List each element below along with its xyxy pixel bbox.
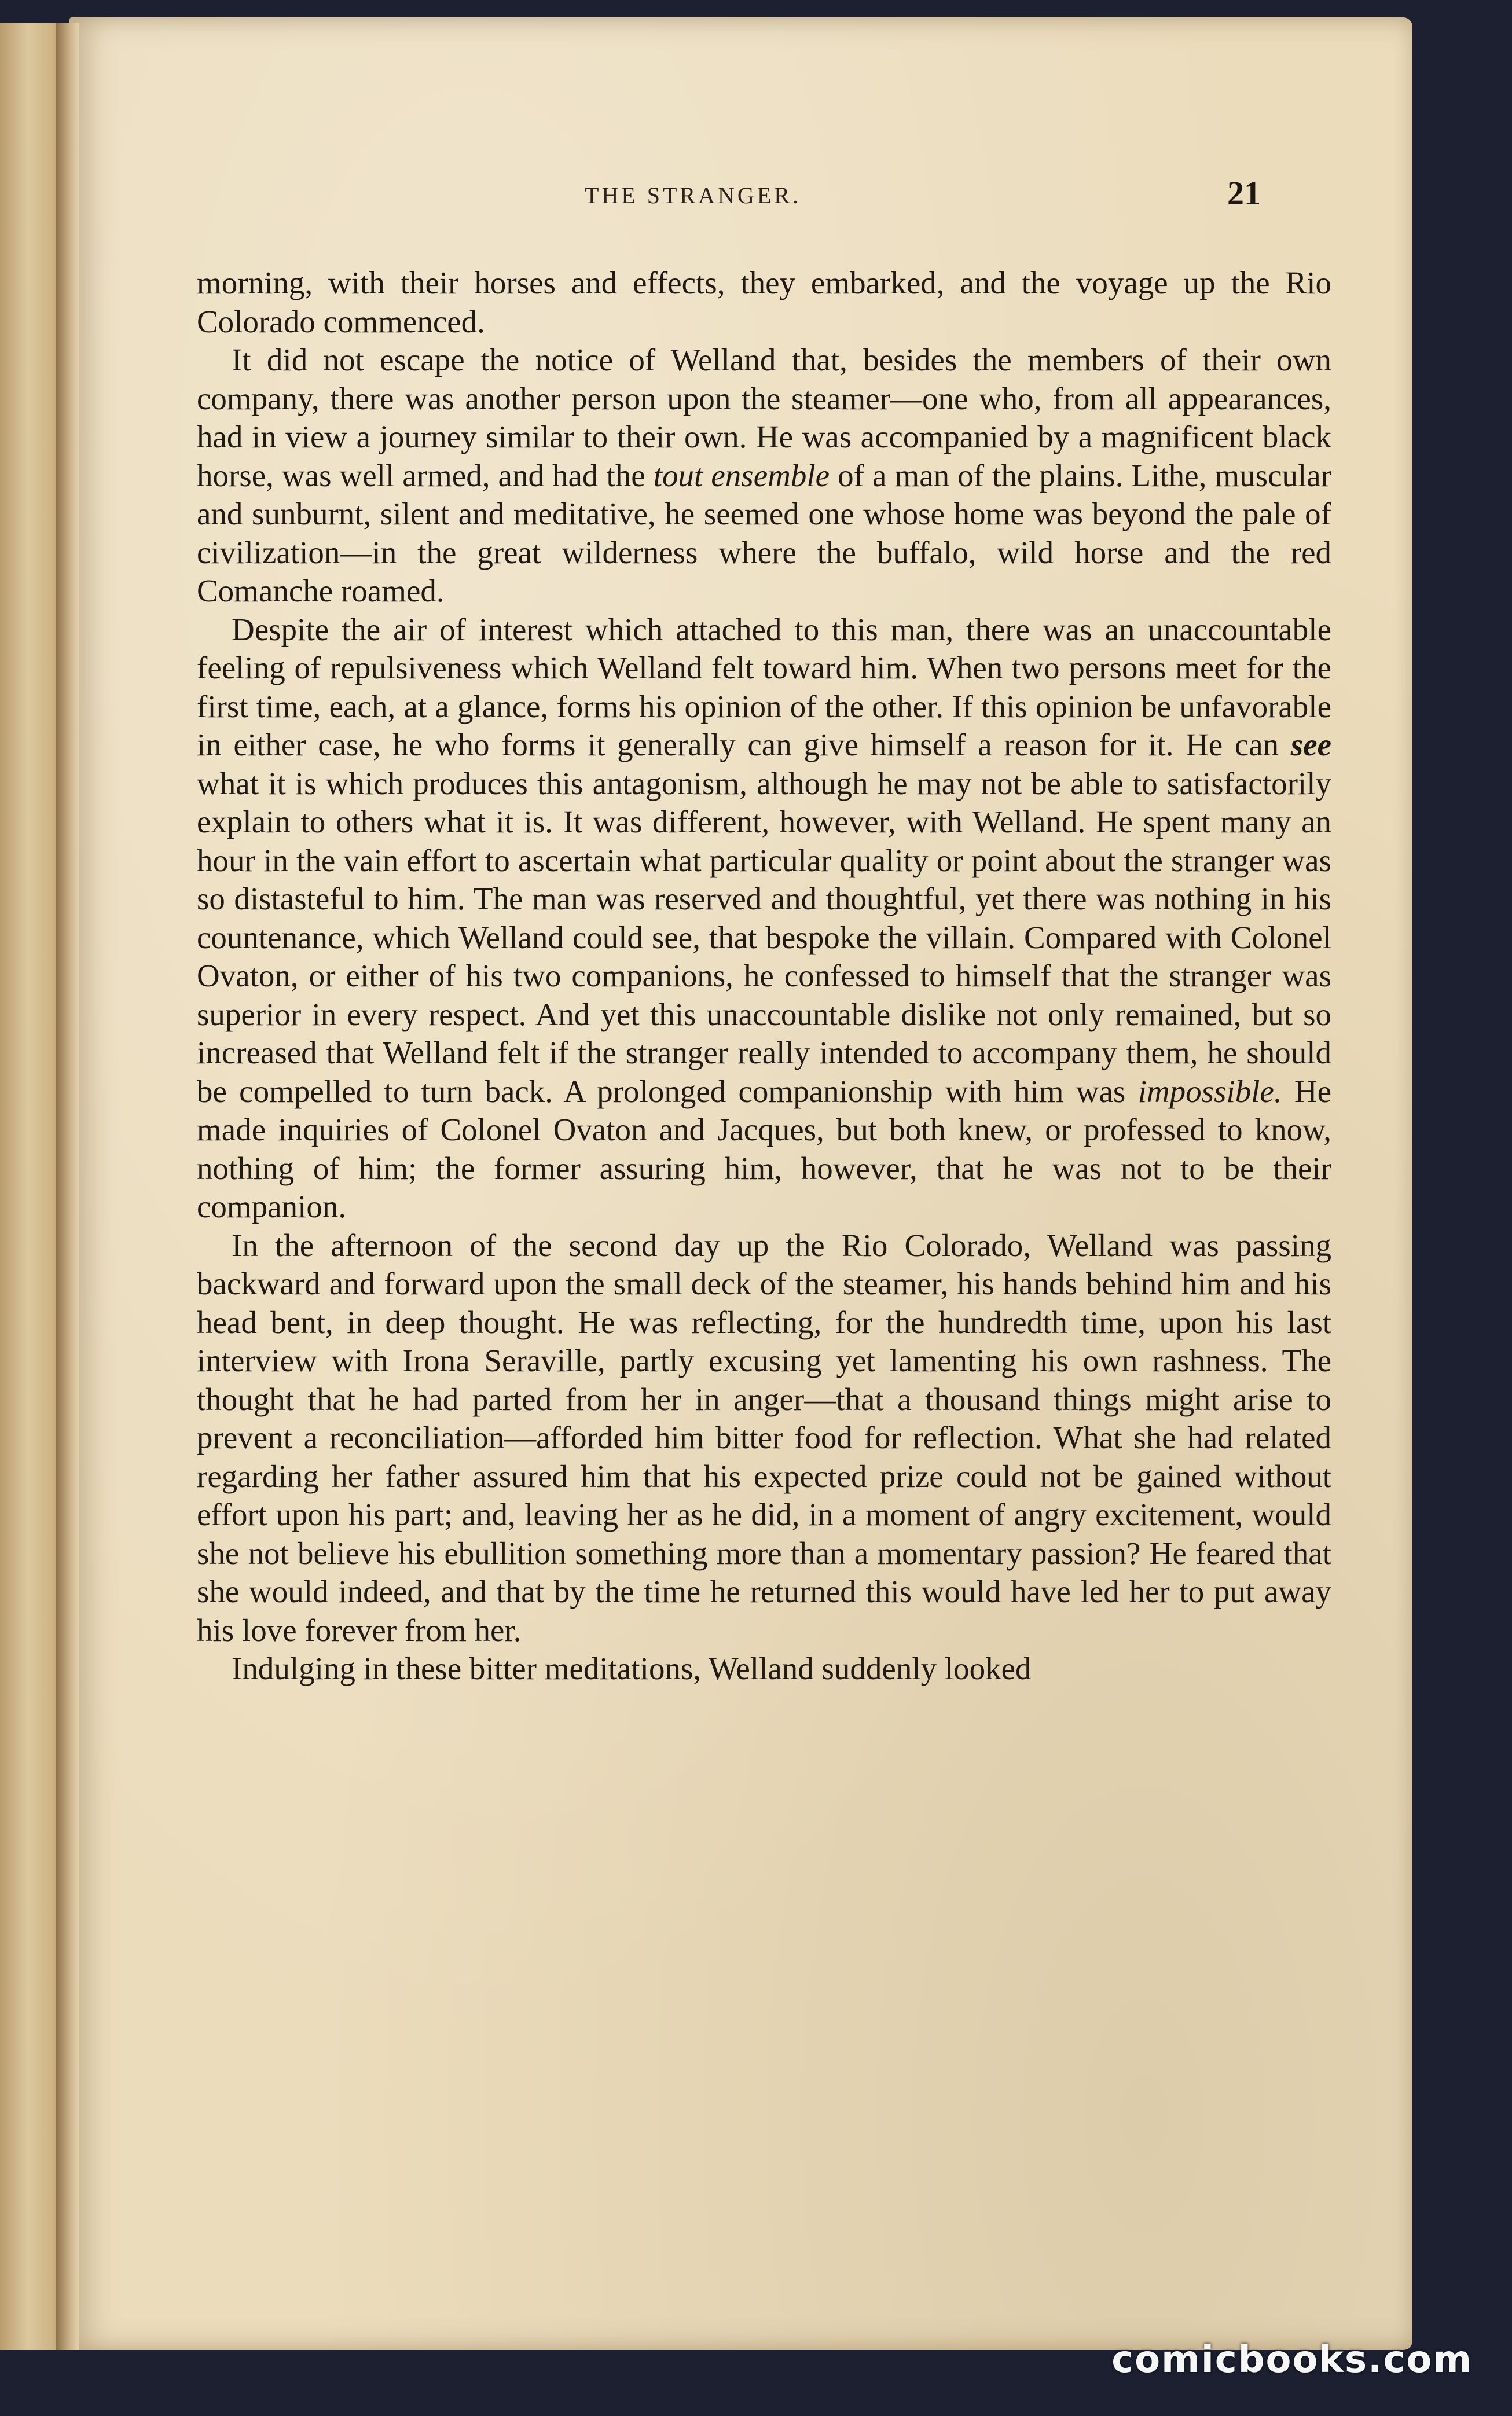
paragraph-3-italic-see: see — [1290, 727, 1331, 762]
body-text — [197, 264, 1331, 1688]
book-gutter — [56, 23, 79, 2350]
paragraph-4-text: In the afternoon of the second day up the Rio Colorado, Welland was passing backward and forward upon the small deck of the steamer, his hands behind him and his head bent, in deep thought. He was reflecting, for the hundredth time, upon his last interview with Irona Seraville, partly excusing yet lamenting his own rashness. The thought that he had parted from her in anger—that a thousand things might arise to prevent a reconciliation—afforded him bitter food for reflection. What she had related regarding her father assured him that his expected prize could not be gained without effort upon his part; and, leaving her as he did, in a moment of angry excitement, would she not believe his ebullition something more than a momentary passion? He feared that she would indeed, and that by the time he returned this would have led her to put away his love forever from her. — [197, 1227, 1331, 1648]
running-title: THE STRANGER. — [585, 182, 801, 208]
running-head — [129, 174, 1261, 226]
paragraph-2-text-a: It did not escape the notice of Welland that, besides the members of their own company, there was another person upon the steamer—one who, from all appearances, had in view a journey similar to their own. He was accompanied by a magnificent black horse, was well armed, and had the — [197, 342, 1331, 493]
paragraph-5-text: Indulging in these bitter meditations, Welland suddenly looked — [232, 1651, 1032, 1686]
paragraph-2-italic: tout ensemble — [653, 457, 830, 493]
paragraph-2 — [197, 341, 1331, 611]
paragraph-1-text: morning, with their horses and effects, they embarked, and the voyage up the Rio Colorado commenced. — [197, 265, 1331, 339]
paragraph-5 — [197, 1650, 1331, 1688]
paragraph-3-text-c: He made inquiries of Colonel Ovaton and Jacques, but both knew, or professed to know, nothing of him; the former assuring him, however, that he was not to be their companion. — [197, 1073, 1331, 1224]
paragraph-4 — [197, 1227, 1331, 1650]
paragraph-3-text-a: Despite the air of interest which attached to this man, there was an unaccountable feeling of repulsiveness which Welland felt toward him. When two persons meet for the first time, each, at a glance, forms his opinion of the other. If this opinion be unfavorable in either case, he who forms it generally can give himself a reason for it. He can — [197, 611, 1331, 762]
page-number: 21 — [1227, 174, 1261, 212]
paragraph-1 — [197, 264, 1331, 341]
paragraph-3-italic-impossible: impossible. — [1137, 1073, 1282, 1109]
paragraph-3-text-b: what it is which produces this antagonism, although he may not be able to satisfactorily explain to others what it is. It was different, however, with Welland. He spent many an hour in the vain effort to ascertain what particular quality or point about the stranger was so distasteful to him. The man was reserved and thoughtful, yet there was nothing in his countenance, which Welland could see, that bespoke the villain. Compared with Colonel Ovaton, or either of his two companions, he confessed to himself that the stranger was superior in every respect. And yet this unaccountable dislike not only remained, but so increased that Welland felt if the stranger really intended to accompany them, he should be compelled to turn back. A prolonged companionship with him was — [197, 765, 1331, 1109]
paragraph-2-text-b: of a man of the plains. Lithe, muscular and sunburnt, silent and meditative, he seemed one whose home was beyond the pale of civilization—in the great wilderness where the buffalo, wild horse and the red Comanche roamed. — [197, 457, 1332, 608]
paragraph-3 — [197, 611, 1331, 1227]
site-watermark: comicbooks.com — [1111, 2338, 1473, 2381]
